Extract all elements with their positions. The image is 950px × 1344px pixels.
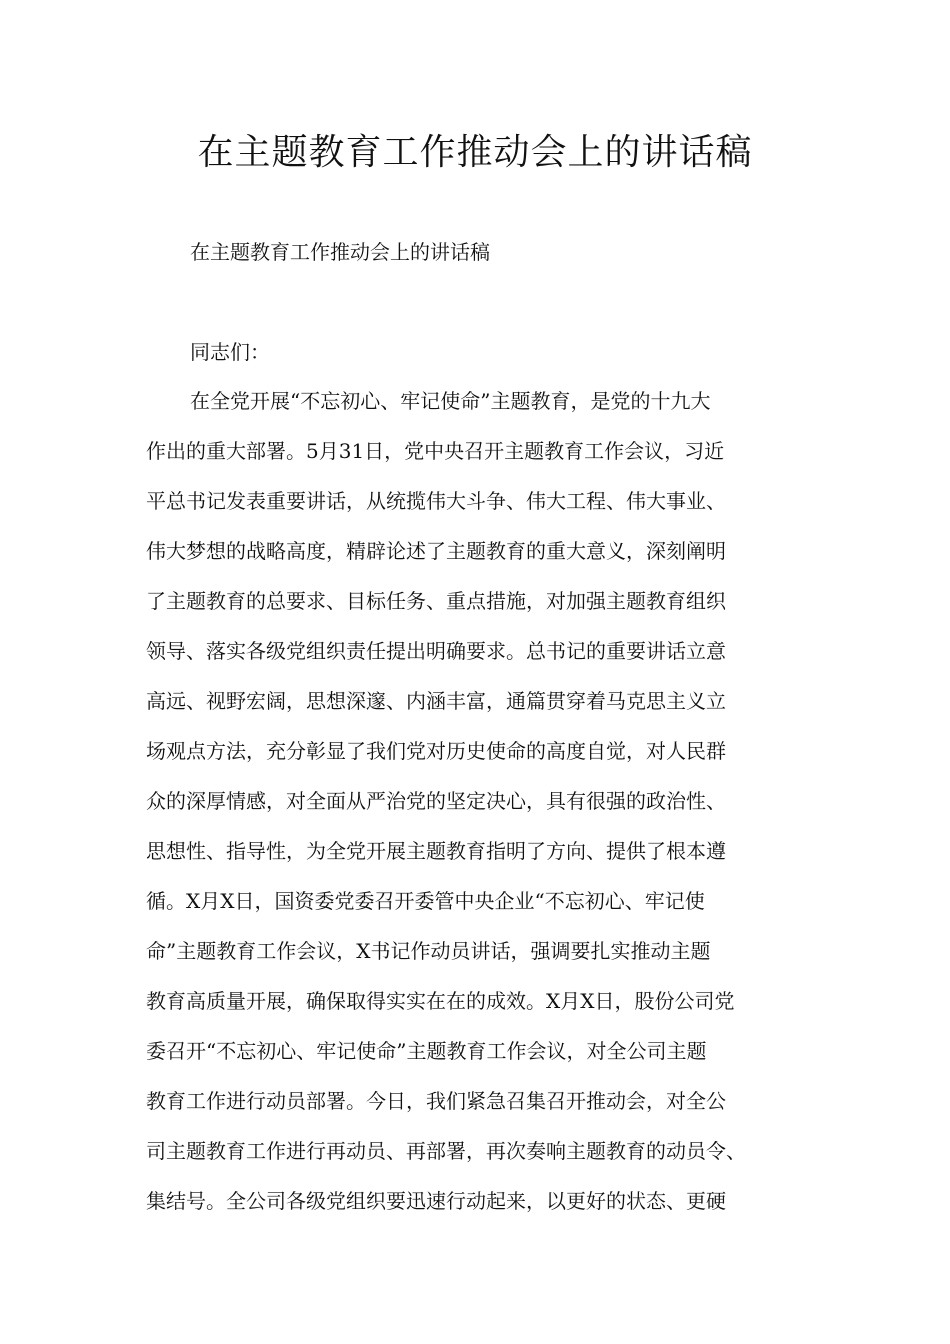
paragraph-line: 教育工作进行动员部署。今日，我们紧急召集召开推动会，对全公 [146,1089,726,1113]
paragraph-line: 平总书记发表重要讲话，从统揽伟大斗争、伟大工程、伟大事业、 [146,489,726,513]
document-subtitle: 在主题教育工作推动会上的讲话稿 [190,240,490,264]
paragraph-line: 领导、落实各级党组织责任提出明确要求。总书记的重要讲话立意 [146,639,726,663]
paragraph-line: 思想性、指导性，为全党开展主题教育指明了方向、提供了根本遵 [146,839,726,863]
paragraph-line: 众的深厚情感，对全面从严治党的坚定决心，具有很强的政治性、 [146,789,726,813]
paragraph-line: 在全党开展“不忘初心、牢记使命”主题教育，是党的十九大 [190,389,711,413]
document-title: 在主题教育工作推动会上的讲话稿 [197,132,753,173]
paragraph-line: 循。X月X日，国资委党委召开委管中央企业“不忘初心、牢记使 [146,889,705,913]
paragraph-line: 高远、视野宏阔，思想深邃、内涵丰富，通篇贯穿着马克思主义立 [146,689,726,713]
paragraph-line: 了主题教育的总要求、目标任务、重点措施，对加强主题教育组织 [146,589,726,613]
paragraph-line: 司主题教育工作进行再动员、再部署，再次奏响主题教育的动员令、 [146,1139,746,1163]
paragraph-line: 伟大梦想的战略高度，精辟论述了主题教育的重大意义，深刻阐明 [146,539,726,563]
paragraph-line: 作出的重大部署。5月31日，党中央召开主题教育工作会议，习近 [146,439,725,463]
paragraph-line: 委召开“不忘初心、牢记使命”主题教育工作会议，对全公司主题 [146,1039,707,1063]
paragraph-line: 教育高质量开展，确保取得实实在在的成效。X月X日，股份公司党 [146,989,735,1013]
paragraph-line: 集结号。全公司各级党组织要迅速行动起来，以更好的状态、更硬 [146,1189,726,1213]
salutation: 同志们： [190,340,270,364]
paragraph-line: 命”主题教育工作会议，X书记作动员讲话，强调要扎实推动主题 [146,939,711,963]
paragraph-line: 场观点方法，充分彰显了我们党对历史使命的高度自觉，对人民群 [146,739,726,763]
